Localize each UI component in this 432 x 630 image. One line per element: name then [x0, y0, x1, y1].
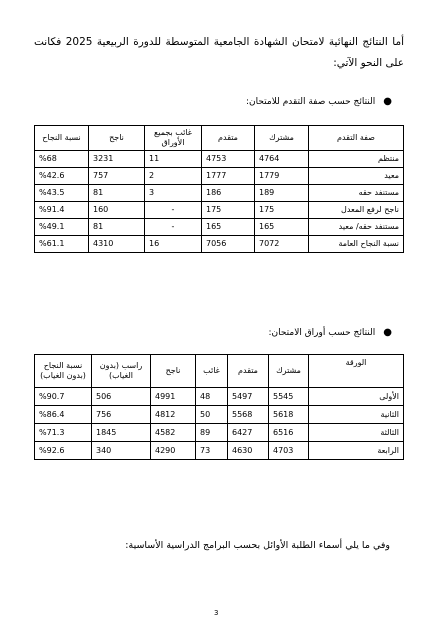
- status-cell: منتظم: [309, 151, 404, 168]
- header-cell: متقدم: [202, 126, 255, 151]
- enrolled-cell: 7072: [255, 236, 309, 253]
- header-cell: الورقة: [309, 355, 404, 388]
- absent-cell: 50: [196, 406, 228, 424]
- absent-cell: 89: [196, 424, 228, 442]
- status-cell: معيد: [309, 168, 404, 185]
- bullet-icon: ●: [383, 96, 392, 107]
- results-by-status-table: [34, 125, 404, 253]
- enrolled-cell: 6516: [269, 424, 309, 442]
- rate-cell: %92.6: [35, 442, 92, 460]
- header-cell: نسبة النجاح (بدون الغياب): [35, 355, 92, 388]
- attended-cell: 175: [202, 202, 255, 219]
- section1-title: النتائج حسب صفة التقدم للامتحان:: [245, 96, 376, 107]
- header-cell: ناجح: [89, 126, 145, 151]
- attended-cell: 1777: [202, 168, 255, 185]
- header-cell: غائب: [196, 355, 228, 388]
- table-row: [35, 185, 404, 202]
- absent-cell: 48: [196, 388, 228, 406]
- passed-cell: 4310: [89, 236, 145, 253]
- passed-cell: 160: [89, 202, 145, 219]
- passed-cell: 4991: [151, 388, 196, 406]
- attended-cell: 6427: [228, 424, 269, 442]
- enrolled-cell: 189: [255, 185, 309, 202]
- section2-title: النتائج حسب أوراق الامتحان:: [268, 327, 376, 338]
- rate-cell: %61.1: [35, 236, 89, 253]
- absent-cell: 16: [145, 236, 202, 253]
- absent-cell: -: [145, 219, 202, 236]
- status-cell: ناجح لرفع المعدل: [309, 202, 404, 219]
- table-row-total: [35, 236, 404, 253]
- attended-cell: 165: [202, 219, 255, 236]
- status-cell: نسبة النجاح العامة: [309, 236, 404, 253]
- table-row: [35, 442, 404, 460]
- enrolled-cell: 165: [255, 219, 309, 236]
- rate-cell: %71.3: [35, 424, 92, 442]
- rate-cell: %49.1: [35, 219, 89, 236]
- absent-cell: 73: [196, 442, 228, 460]
- results-by-paper-table: [34, 354, 404, 460]
- section2-heading: [268, 327, 392, 338]
- attended-cell: 4630: [228, 442, 269, 460]
- enrolled-cell: 5545: [269, 388, 309, 406]
- paper-cell: الأولى: [309, 388, 404, 406]
- absent-cell: 3: [145, 185, 202, 202]
- table-row: [35, 202, 404, 219]
- rate-cell: %86.4: [35, 406, 92, 424]
- absent-cell: 2: [145, 168, 202, 185]
- passed-cell: 81: [89, 219, 145, 236]
- passed-cell: 3231: [89, 151, 145, 168]
- closing-paragraph: وفي ما يلي أسماء الطلبة الأوائل بحسب البرامج الدراسية الأساسية:: [125, 540, 390, 551]
- absent-cell: 11: [145, 151, 202, 168]
- table-row: [35, 388, 404, 406]
- passed-cell: 81: [89, 185, 145, 202]
- failed-cell: 340: [92, 442, 151, 460]
- passed-cell: 757: [89, 168, 145, 185]
- absent-cell: -: [145, 202, 202, 219]
- rate-cell: %91.4: [35, 202, 89, 219]
- enrolled-cell: 5618: [269, 406, 309, 424]
- enrolled-cell: 4703: [269, 442, 309, 460]
- paper-cell: الثالثة: [309, 424, 404, 442]
- rate-cell: %68: [35, 151, 89, 168]
- failed-cell: 756: [92, 406, 151, 424]
- table-row: [35, 406, 404, 424]
- failed-cell: 1845: [92, 424, 151, 442]
- table-header-row: [35, 126, 404, 151]
- page-number: 3: [214, 609, 219, 617]
- rate-cell: %43.5: [35, 185, 89, 202]
- passed-cell: 4582: [151, 424, 196, 442]
- table-header-row: [35, 355, 404, 388]
- attended-cell: 186: [202, 185, 255, 202]
- table-row: [35, 168, 404, 185]
- header-cell: غائب بجميع الأوراق: [145, 126, 202, 151]
- header-cell: مشترك: [255, 126, 309, 151]
- status-cell: مستنفد حقه: [309, 185, 404, 202]
- rate-cell: %90.7: [35, 388, 92, 406]
- rate-cell: %42.6: [35, 168, 89, 185]
- intro-paragraph: أما النتائج النهائية لامتحان الشهادة الجامعية المتوسطة للدورة الربيعية 2025 فكانت على النحو الآتي:: [34, 36, 404, 69]
- failed-cell: 506: [92, 388, 151, 406]
- table-row: [35, 219, 404, 236]
- header-cell: ناجح: [151, 355, 196, 388]
- header-cell: متقدم: [228, 355, 269, 388]
- attended-cell: 4753: [202, 151, 255, 168]
- attended-cell: 5497: [228, 388, 269, 406]
- paper-cell: الثانية: [309, 406, 404, 424]
- attended-cell: 5568: [228, 406, 269, 424]
- passed-cell: 4290: [151, 442, 196, 460]
- paper-cell: الرابعة: [309, 442, 404, 460]
- enrolled-cell: 175: [255, 202, 309, 219]
- passed-cell: 4812: [151, 406, 196, 424]
- header-cell: صفة التقدم: [309, 126, 404, 151]
- enrolled-cell: 4764: [255, 151, 309, 168]
- attended-cell: 7056: [202, 236, 255, 253]
- header-cell: نسبة النجاح: [35, 126, 89, 151]
- table-row: [35, 424, 404, 442]
- header-cell: راسب (بدون الغياب): [92, 355, 151, 388]
- enrolled-cell: 1779: [255, 168, 309, 185]
- table-row: [35, 151, 404, 168]
- bullet-icon: ●: [383, 327, 392, 338]
- status-cell: مستنفد حقه/ معيد: [309, 219, 404, 236]
- section1-heading: [246, 96, 392, 107]
- header-cell: مشترك: [269, 355, 309, 388]
